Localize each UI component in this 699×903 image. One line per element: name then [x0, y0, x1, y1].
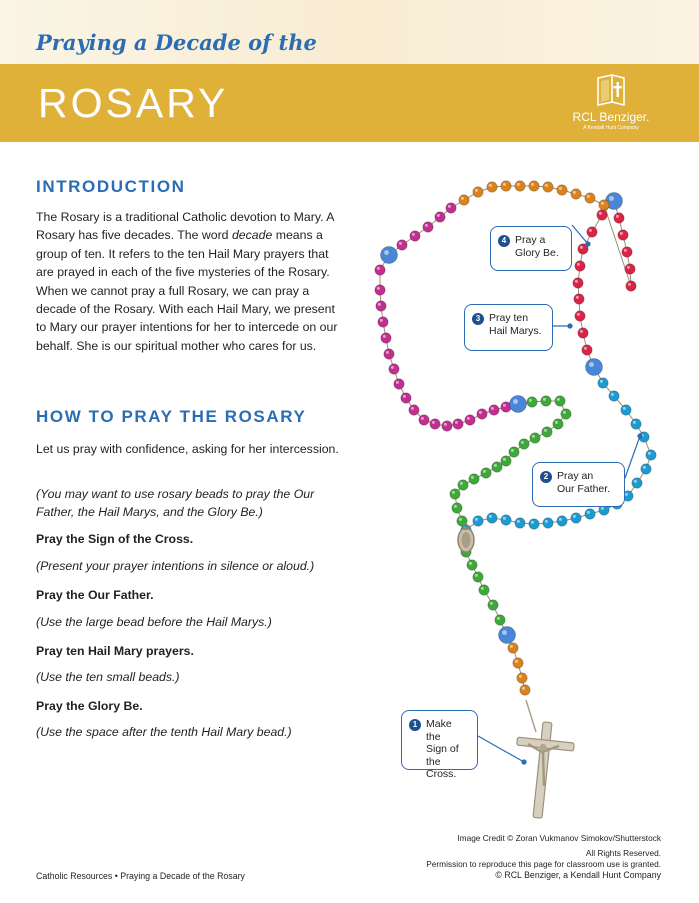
small-bead	[446, 203, 456, 213]
bead-highlight	[503, 458, 506, 461]
bead-highlight	[517, 520, 520, 523]
callout-text: Pray a	[515, 234, 546, 246]
how-to-note: (You may want to use rosary beads to pray the Our Father, the Hail Marys, and the Glory Be.)	[36, 487, 315, 520]
bead-highlight	[532, 435, 535, 438]
callout-text: Hail Marys.	[489, 324, 542, 337]
bead-highlight	[461, 197, 464, 200]
small-bead	[599, 200, 609, 210]
bead-highlight	[494, 464, 497, 467]
bead-highlight	[580, 330, 583, 333]
bead-highlight	[589, 362, 594, 367]
small-bead	[430, 419, 440, 429]
bead-highlight	[425, 224, 428, 227]
small-bead	[375, 285, 385, 295]
small-bead	[520, 685, 530, 695]
small-bead	[543, 518, 553, 528]
small-bead	[492, 462, 502, 472]
bead-highlight	[557, 398, 560, 401]
callout-text: Make the	[426, 718, 452, 743]
small-bead	[375, 265, 385, 275]
how-to-intro: Let us pray with confidence, asking for her intercession.	[36, 442, 339, 456]
small-bead	[419, 415, 429, 425]
callout-number: 4	[498, 235, 510, 247]
small-bead	[458, 480, 468, 490]
small-bead	[641, 464, 651, 474]
bead-highlight	[386, 351, 389, 354]
small-bead	[467, 560, 477, 570]
small-bead	[442, 421, 452, 431]
small-bead	[397, 240, 407, 250]
bead-highlight	[648, 452, 651, 455]
bead-highlight	[587, 511, 590, 514]
small-bead	[632, 478, 642, 488]
bead-highlight	[611, 393, 614, 396]
small-bead	[597, 210, 607, 220]
small-bead	[553, 419, 563, 429]
crucifix	[517, 700, 575, 818]
bead-highlight	[573, 191, 576, 194]
bead-highlight	[383, 335, 386, 338]
small-bead	[573, 278, 583, 288]
bead-highlight	[490, 602, 493, 605]
large-bead	[586, 359, 603, 376]
small-bead	[555, 396, 565, 406]
bead-highlight	[575, 280, 578, 283]
bead-highlight	[467, 417, 470, 420]
small-bead	[473, 516, 483, 526]
callout-text: Pray ten	[489, 312, 529, 324]
step-title: Pray the Sign of the Cross.	[36, 532, 194, 546]
bead-highlight	[627, 266, 630, 269]
bead-highlight	[529, 399, 532, 402]
bead-highlight	[378, 303, 381, 306]
bead-highlight	[489, 515, 492, 518]
bead-highlight	[475, 518, 478, 521]
bead-highlight	[620, 232, 623, 235]
bead-highlight	[475, 574, 478, 577]
callout-number: 3	[472, 313, 484, 325]
small-bead	[384, 349, 394, 359]
small-bead	[571, 189, 581, 199]
bead-highlight	[643, 466, 646, 469]
small-bead	[394, 379, 404, 389]
small-bead	[469, 474, 479, 484]
bead-highlight	[432, 421, 435, 424]
bead-highlight	[624, 249, 627, 252]
small-bead	[561, 409, 571, 419]
bead-highlight	[545, 184, 548, 187]
callout-hail-marys	[464, 304, 553, 351]
how-to-heading: HOW TO PRAY THE ROSARY	[36, 407, 307, 426]
bead-highlight	[625, 493, 628, 496]
bead-highlight	[513, 399, 518, 404]
bead-highlight	[576, 296, 579, 299]
small-bead	[530, 433, 540, 443]
small-bead	[488, 600, 498, 610]
small-bead	[625, 264, 635, 274]
small-bead	[473, 572, 483, 582]
bead-highlight	[503, 404, 506, 407]
small-bead	[527, 397, 537, 407]
small-bead	[410, 231, 420, 241]
small-bead	[450, 489, 460, 499]
bead-highlight	[497, 617, 500, 620]
small-bead	[542, 427, 552, 437]
intro-text-part: The Rosary is a traditional Catholic devotion to Mary. A Rosary has five decades. The word	[36, 210, 334, 243]
bead-highlight	[634, 480, 637, 483]
small-bead	[501, 515, 511, 525]
bead-highlight	[511, 449, 514, 452]
bead-highlight	[580, 246, 583, 249]
bead-highlight	[448, 205, 451, 208]
small-bead	[585, 509, 595, 519]
small-bead	[614, 213, 624, 223]
bead-highlight	[521, 441, 524, 444]
bead-highlight	[587, 195, 590, 198]
bead-highlight	[589, 229, 592, 232]
small-bead	[459, 195, 469, 205]
bead-highlight	[459, 518, 462, 521]
small-bead	[378, 317, 388, 327]
bead-highlight	[577, 263, 580, 266]
small-bead	[585, 193, 595, 203]
step-note: (Present your prayer intentions in silence or aloud.)	[36, 559, 315, 573]
bead-highlight	[455, 421, 458, 424]
bead-highlight	[616, 215, 619, 218]
small-bead	[487, 182, 497, 192]
bead-highlight	[510, 645, 513, 648]
bead-highlight	[544, 429, 547, 432]
bead-highlight	[481, 587, 484, 590]
bead-highlight	[452, 491, 455, 494]
small-bead	[529, 181, 539, 191]
small-bead	[508, 643, 518, 653]
bead-highlight	[384, 250, 389, 255]
bead-highlight	[411, 407, 414, 410]
brand-tagline: A Kendall Hunt Company	[583, 125, 639, 131]
small-bead	[473, 187, 483, 197]
small-bead	[541, 396, 551, 406]
bead-highlight	[399, 242, 402, 245]
callout-text: Sign of	[426, 743, 459, 755]
small-bead	[401, 393, 411, 403]
large-bead	[510, 396, 527, 413]
bead-highlight	[531, 183, 534, 186]
small-bead	[598, 378, 608, 388]
small-bead	[381, 333, 391, 343]
small-bead	[489, 405, 499, 415]
bead-highlight	[489, 184, 492, 187]
bead-highlight	[600, 380, 603, 383]
bead-highlight	[555, 421, 558, 424]
small-bead	[487, 513, 497, 523]
bead-highlight	[503, 517, 506, 520]
small-bead	[509, 447, 519, 457]
rights-line: All Rights Reserved.	[585, 848, 661, 858]
callout-sign-of-cross	[401, 710, 478, 780]
callout-text: Pray an	[557, 470, 594, 482]
permission-line: Permission to reproduce this page for classroom use is granted.	[426, 859, 661, 869]
small-bead	[477, 409, 487, 419]
bead-highlight	[517, 183, 520, 186]
small-bead	[453, 419, 463, 429]
bead-highlight	[559, 187, 562, 190]
small-bead	[575, 311, 585, 321]
step-note: (Use the large bead before the Hail Marys.)	[36, 615, 272, 629]
page-title: ROSARY	[38, 80, 229, 126]
bead-highlight	[479, 411, 482, 414]
bead-highlight	[377, 267, 380, 270]
small-bead	[621, 405, 631, 415]
callout-text: Our Father.	[557, 482, 611, 495]
small-bead	[409, 405, 419, 415]
bead-highlight	[633, 421, 636, 424]
callout-text: the Cross.	[426, 755, 457, 780]
small-bead	[622, 247, 632, 257]
small-bead	[571, 513, 581, 523]
bead-highlight	[628, 283, 631, 286]
small-bead	[435, 212, 445, 222]
image-credit: Image Credit © Zoran Vukmanov Simokov/Shutterstock	[457, 833, 661, 843]
small-bead	[501, 456, 511, 466]
small-bead	[543, 182, 553, 192]
bead-highlight	[531, 521, 534, 524]
small-bead	[582, 345, 592, 355]
small-bead	[452, 503, 462, 513]
copyright-line: © RCL Benziger, a Kendall Hunt Company	[495, 870, 661, 880]
small-bead	[423, 222, 433, 232]
bead-highlight	[599, 212, 602, 215]
callout-our-father	[532, 462, 625, 507]
bead-highlight	[469, 562, 472, 565]
small-bead	[519, 439, 529, 449]
bead-highlight	[437, 214, 440, 217]
bead-highlight	[543, 398, 546, 401]
bead-highlight	[601, 202, 604, 205]
step-note: (Use the space after the tenth Hail Mary bead.)	[36, 725, 292, 739]
bead-highlight	[609, 196, 614, 201]
small-bead	[618, 230, 628, 240]
small-bead	[389, 364, 399, 374]
small-bead	[515, 518, 525, 528]
small-bead	[515, 181, 525, 191]
intro-text-emphasis: decade	[231, 228, 273, 243]
bead-highlight	[522, 687, 525, 690]
bead-highlight	[623, 407, 626, 410]
small-bead	[587, 227, 597, 237]
small-bead	[479, 585, 489, 595]
step-title: Pray ten Hail Mary prayers.	[36, 644, 194, 658]
large-bead	[381, 247, 398, 264]
small-bead	[557, 185, 567, 195]
bead-highlight	[491, 407, 494, 410]
intro-text-part: means a group of ten. It refers to the ten Hail Mary prayers that are prayed in each of the five mysteries of the Rosary. When we cannot pray a full Rosary, we can pray a decade of the Rosary. With each Hail Mary, we present to Mary our prayer intentions for her to intercede on our behalf. She is our spiritual mother who cares for us.	[36, 228, 338, 353]
bead-highlight	[475, 189, 478, 192]
bead-highlight	[421, 417, 424, 420]
bead-highlight	[454, 505, 457, 508]
large-bead	[499, 627, 516, 644]
page-kicker: Praying a Decade of the	[36, 30, 317, 55]
bead-highlight	[502, 630, 507, 635]
callout-number: 2	[540, 471, 552, 483]
small-bead	[501, 181, 511, 191]
bead-highlight	[545, 520, 548, 523]
bead-highlight	[380, 319, 383, 322]
step-title: Pray the Glory Be.	[36, 699, 143, 713]
miraculous-medal	[458, 525, 474, 553]
bead-highlight	[483, 470, 486, 473]
bead-highlight	[519, 675, 522, 678]
small-bead	[517, 673, 527, 683]
bead-highlight	[396, 381, 399, 384]
small-bead	[529, 519, 539, 529]
small-bead	[575, 261, 585, 271]
small-bead	[578, 328, 588, 338]
small-bead	[574, 294, 584, 304]
callout-glory-be	[490, 226, 572, 271]
small-bead	[495, 615, 505, 625]
small-bead	[481, 468, 491, 478]
introduction-heading: INTRODUCTION	[36, 177, 186, 196]
bead-highlight	[444, 423, 447, 426]
bead-highlight	[563, 411, 566, 414]
bead-highlight	[460, 482, 463, 485]
bead-highlight	[403, 395, 406, 398]
bead-highlight	[377, 287, 380, 290]
bead-highlight	[573, 515, 576, 518]
small-bead	[465, 415, 475, 425]
step-title: Pray the Our Father.	[36, 588, 154, 602]
bead-highlight	[559, 518, 562, 521]
bead-highlight	[391, 366, 394, 369]
callout-text: Glory Be.	[515, 246, 559, 259]
callout-number: 1	[409, 719, 421, 731]
bead-highlight	[584, 347, 587, 350]
small-bead	[626, 281, 636, 291]
small-bead	[631, 419, 641, 429]
small-bead	[513, 658, 523, 668]
small-bead	[609, 391, 619, 401]
small-bead	[646, 450, 656, 460]
small-bead	[557, 516, 567, 526]
brand-name: RCL Benziger.	[572, 110, 650, 124]
bead-highlight	[577, 313, 580, 316]
footer-text: Catholic Resources • Praying a Decade of the Rosary	[36, 871, 245, 881]
bead-highlight	[503, 183, 506, 186]
bead-highlight	[515, 660, 518, 663]
bead-highlight	[471, 476, 474, 479]
step-note: (Use the ten small beads.)	[36, 670, 180, 684]
bead-highlight	[412, 233, 415, 236]
bead-highlight	[601, 507, 604, 510]
small-bead	[376, 301, 386, 311]
